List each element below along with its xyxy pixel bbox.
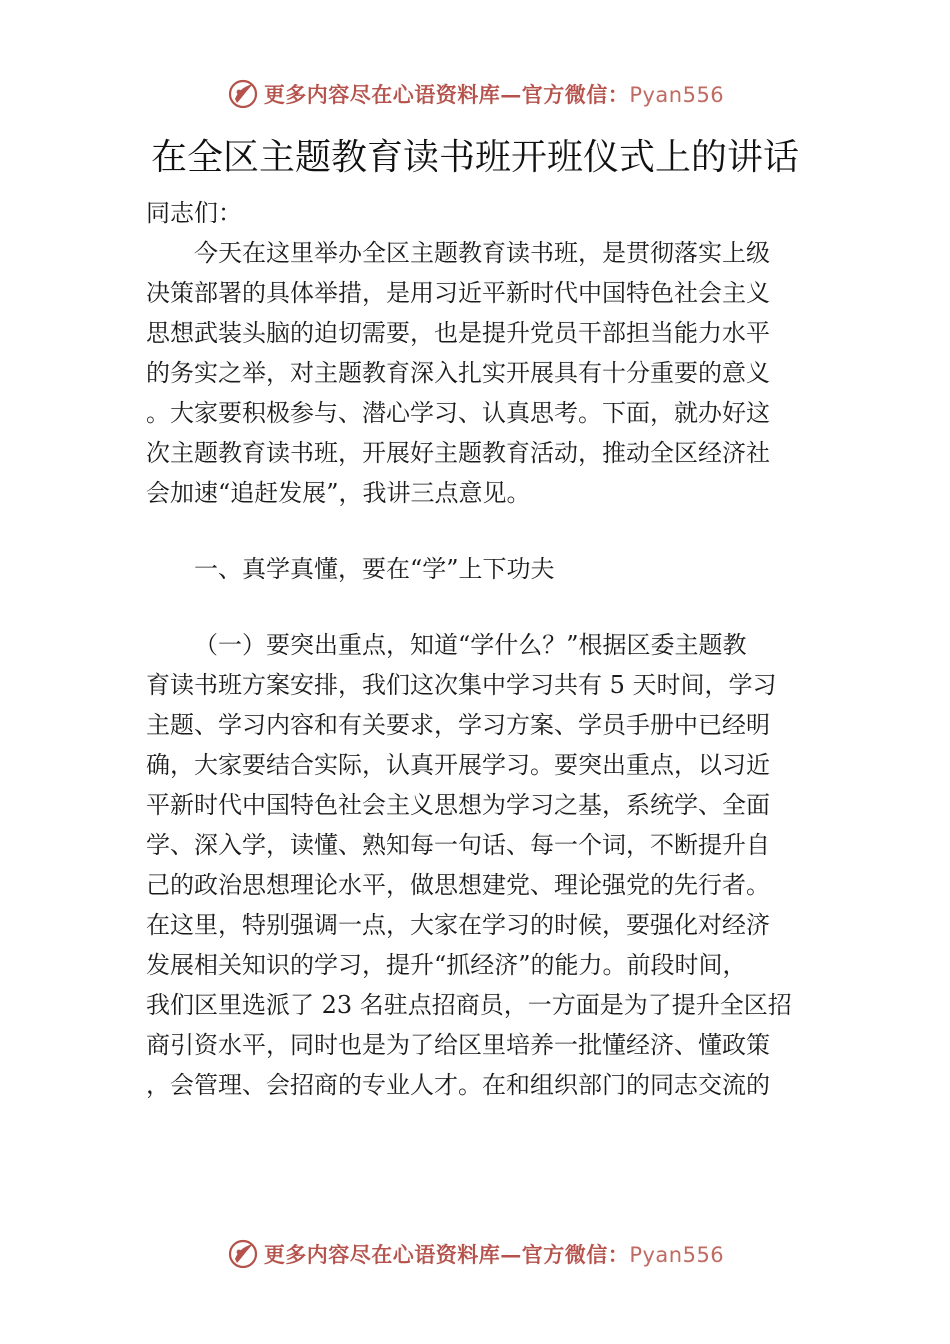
text-line: 确，大家要结合实际，认真开展学习。要突出重点，以习近: [146, 751, 770, 779]
section-heading-1: 一、真学真懂，要在“学”上下功夫: [194, 555, 555, 583]
text-line: 决策部署的具体举措，是用习近平新时代中国特色社会主义: [146, 279, 770, 307]
header-watermark-banner: [0, 74, 950, 114]
text-line: 的务实之举，对主题教育深入扎实开展具有十分重要的意义: [146, 359, 770, 387]
text-line: 学、深入学，读懂、熟知每一句话、每一个词，不断提升自: [146, 831, 770, 859]
text-line: ，会管理、会招商的专业人才。在和组织部门的同志交流的: [146, 1071, 770, 1099]
brand-logo-icon: [226, 1237, 260, 1271]
banner-wechat-id: Pyan556: [629, 1243, 725, 1267]
text-line: 商引资水平，同时也是为了给区里培养一批懂经济、懂政策: [146, 1031, 770, 1059]
banner-text: 更多内容尽在心语资料库—官方微信：Pyan556: [263, 1242, 725, 1267]
text-line: 今天在这里举办全区主题教育读书班，是贯彻落实上级: [194, 239, 770, 267]
text-line: （一）要突出重点，知道“学什么？”根据区委主题教: [194, 631, 747, 659]
text-line: 在这里，特别强调一点，大家在学习的时候，要强化对经济: [146, 911, 770, 939]
text-line: 我们区里选派了 23 名驻点招商员，一方面是为了提升全区招: [146, 991, 792, 1019]
text-line: 平新时代中国特色社会主义思想为学习之基，系统学、全面: [146, 791, 770, 819]
text-line: 主题、学习内容和有关要求，学习方案、学员手册中已经明: [146, 711, 770, 739]
text-line: 次主题教育读书班，开展好主题教育活动，推动全区经济社: [146, 439, 770, 467]
text-line: 会加速“追赶发展”，我讲三点意见。: [146, 479, 531, 507]
text-line: 。大家要积极参与、潜心学习、认真思考。下面，就办好这: [146, 399, 770, 427]
paragraph-section-1-1: [146, 625, 816, 1105]
paragraph-intro: [146, 233, 816, 513]
text-line: 己的政治思想理论水平，做思想建党、理论强党的先行者。: [146, 871, 770, 899]
banner-wechat-id: Pyan556: [629, 83, 725, 107]
banner-text: 更多内容尽在心语资料库—官方微信：Pyan556: [263, 82, 725, 107]
text-line: 思想武装头脑的迫切需要，也是提升党员干部担当能力水平: [146, 319, 770, 347]
footer-watermark-banner: [0, 1234, 950, 1274]
text-line: 发展相关知识的学习，提升“抓经济”的能力。前段时间，: [146, 951, 747, 979]
salutation: 同志们：: [146, 199, 242, 227]
text-line: 育读书班方案安排，我们这次集中学习共有 5 天时间，学习: [146, 671, 777, 699]
document-body: [146, 193, 816, 1105]
document-title: 在全区主题教育读书班开班仪式上的讲话: [150, 137, 799, 178]
brand-logo-icon: [226, 77, 260, 111]
